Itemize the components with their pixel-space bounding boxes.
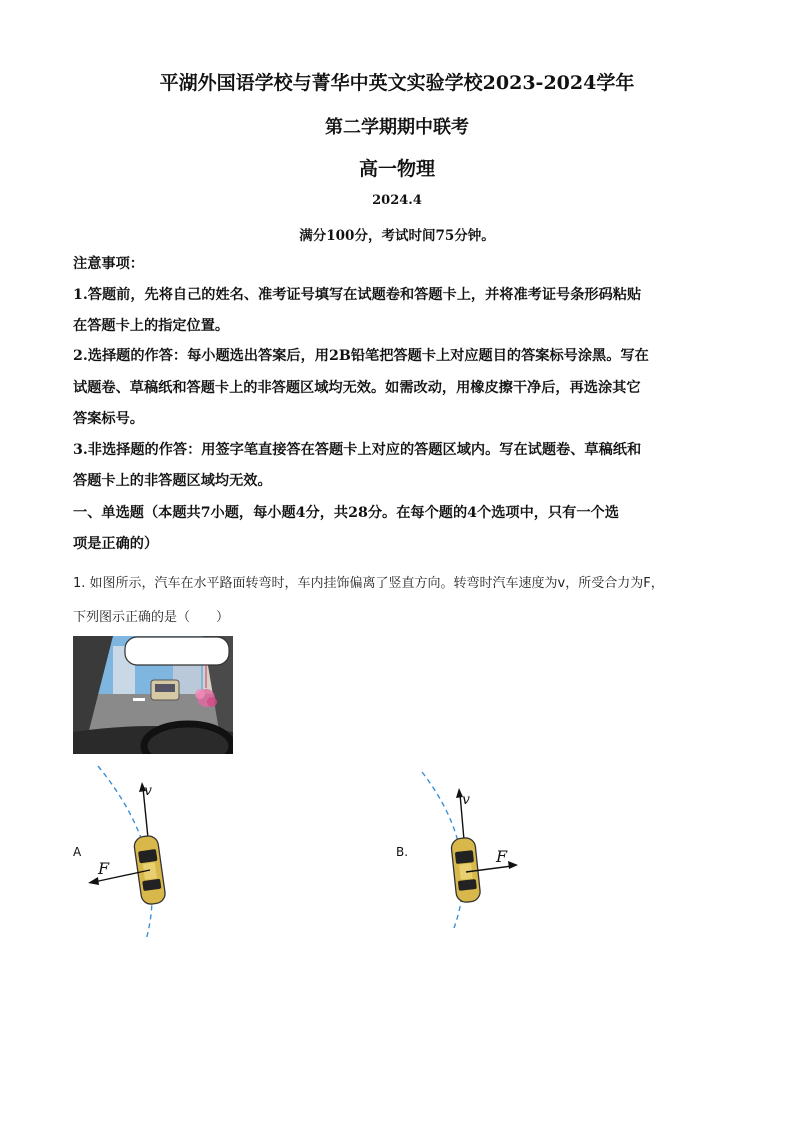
section-heading-line-1: 一、单选题（本题共7小题，每小题4分，共28分。在每个题的4个选项中，只有一个选 <box>73 505 619 521</box>
option-b-force-symbol: F <box>496 847 508 866</box>
option-a-force-symbol: F <box>98 859 110 878</box>
exam-title: 第二学期期中联考 <box>325 117 469 138</box>
option-b-velocity-symbol: v <box>462 792 470 808</box>
note-3-line-2: 答题卡上的非答题区域均无效。 <box>73 473 272 489</box>
note-2-line-2: 试题卷、草稿纸和答题卡上的非答题区域均无效。如需改动，用橡皮擦干净后，再选涂其它 <box>73 380 641 396</box>
car-interior-photo <box>73 636 233 754</box>
option-a-diagram <box>80 764 200 946</box>
question-1-line-1: 1. 如图所示，汽车在水平路面转弯时，车内挂饰偏离了竖直方向。转弯时汽车速度为v，所受合力为F， <box>73 576 664 591</box>
option-a-velocity-symbol: v <box>144 783 152 799</box>
note-3-line-1: 3.非选择题的作答：用签字笔直接答在答题卡上对应的答题区域内。写在试题卷、草稿纸和 <box>73 442 642 458</box>
school-title: 平湖外国语学校与菁华中英文实验学校2023-2024学年 <box>159 72 635 94</box>
section-heading-line-2: 项是正确的） <box>73 536 159 552</box>
option-a-label: A <box>73 845 82 859</box>
note-2-line-1: 2.选择题的作答：每小题选出答案后，用2B铅笔把答题卡上对应题目的答案标号涂黑。写在 <box>73 348 649 364</box>
notes-heading: 注意事项： <box>73 256 144 272</box>
note-2-line-3: 答案标号。 <box>73 411 144 427</box>
subject-title: 高一物理 <box>358 158 435 180</box>
question-1-line-2: 下列图示正确的是（ ） <box>73 610 230 625</box>
exam-date: 2024.4 <box>372 193 422 208</box>
option-b-label: B. <box>396 845 409 859</box>
option-b-diagram <box>410 770 530 934</box>
note-1-line-1: 1.答题前，先将自己的姓名、准考证号填写在试题卷和答题卡上，并将准考证号条形码粘贴 <box>73 287 642 303</box>
note-1-line-2: 在答题卡上的指定位置。 <box>73 318 230 334</box>
score-time: 满分100分，考试时间75分钟。 <box>299 228 495 244</box>
